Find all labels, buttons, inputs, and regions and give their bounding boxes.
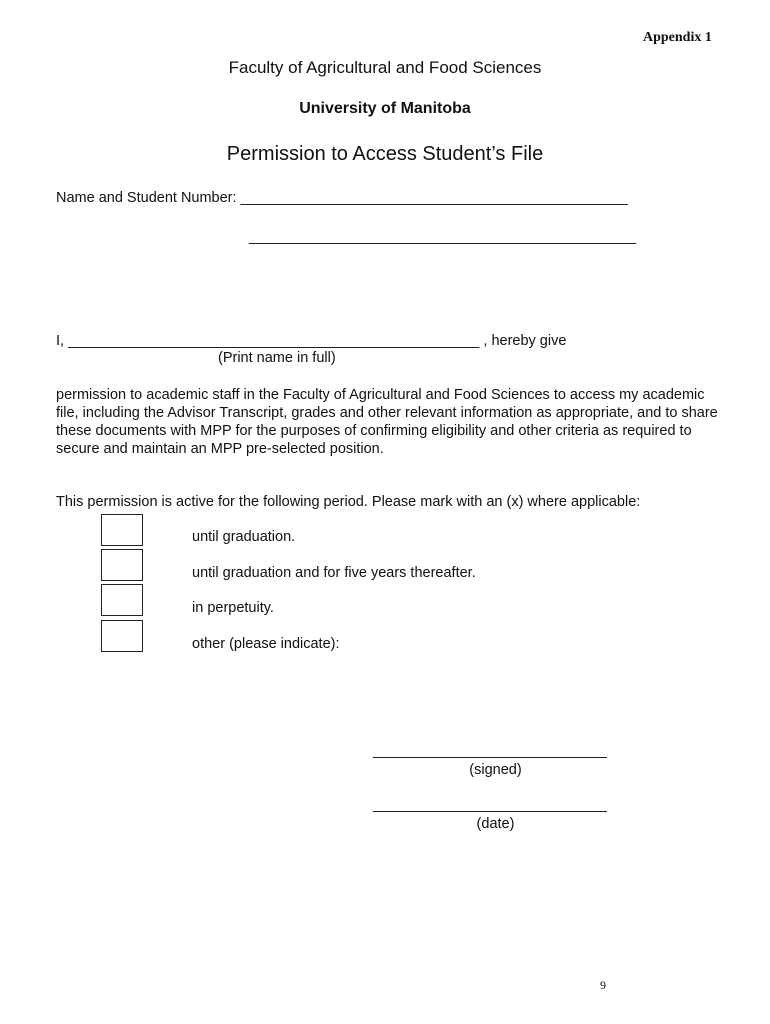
option-label-until-graduation: until graduation.	[192, 529, 296, 545]
checkbox-until-graduation[interactable]	[101, 514, 143, 546]
permission-paragraph: permission to academic staff in the Faculty of Agricultural and Food Sciences to access my academic file, including the Advisor Transcript, grades and other relevant information as appropriate, and to share these documents with MPP for the purposes of confirming eligibility and other criteria as required to secure and maintain an MPP pre-selected position.	[56, 387, 718, 457]
signature-line[interactable]: _____________________________	[373, 743, 607, 759]
date-line[interactable]: _____________________________	[373, 797, 607, 813]
print-name-field[interactable]: I, ___________________________________________________ , hereby give	[56, 333, 567, 349]
option-label-in-perpetuity: in perpetuity.	[192, 600, 274, 616]
appendix-label: Appendix 1	[643, 30, 712, 45]
print-name-hint: (Print name in full)	[218, 350, 336, 366]
name-student-number-field[interactable]: Name and Student Number: ________________________________________________	[56, 190, 628, 206]
page-title: Permission to Access Student’s File	[226, 143, 544, 165]
faculty-heading: Faculty of Agricultural and Food Sciences	[228, 58, 542, 77]
option-label-other: other (please indicate):	[192, 636, 340, 652]
checkbox-until-graduation-five-years[interactable]	[101, 549, 143, 581]
page-number: 9	[600, 978, 606, 992]
university-heading: University of Manitoba	[299, 100, 471, 117]
signed-label: (signed)	[469, 762, 522, 778]
checkbox-other[interactable]	[101, 620, 143, 652]
date-label: (date)	[476, 816, 515, 832]
name-student-number-field-line2[interactable]: ________________________________________________	[249, 229, 637, 245]
period-intro: This permission is active for the following period. Please mark with an (x) where applicable:	[56, 494, 641, 510]
checkbox-in-perpetuity[interactable]	[101, 584, 143, 616]
option-label-five-years: until graduation and for five years thereafter.	[192, 565, 476, 581]
